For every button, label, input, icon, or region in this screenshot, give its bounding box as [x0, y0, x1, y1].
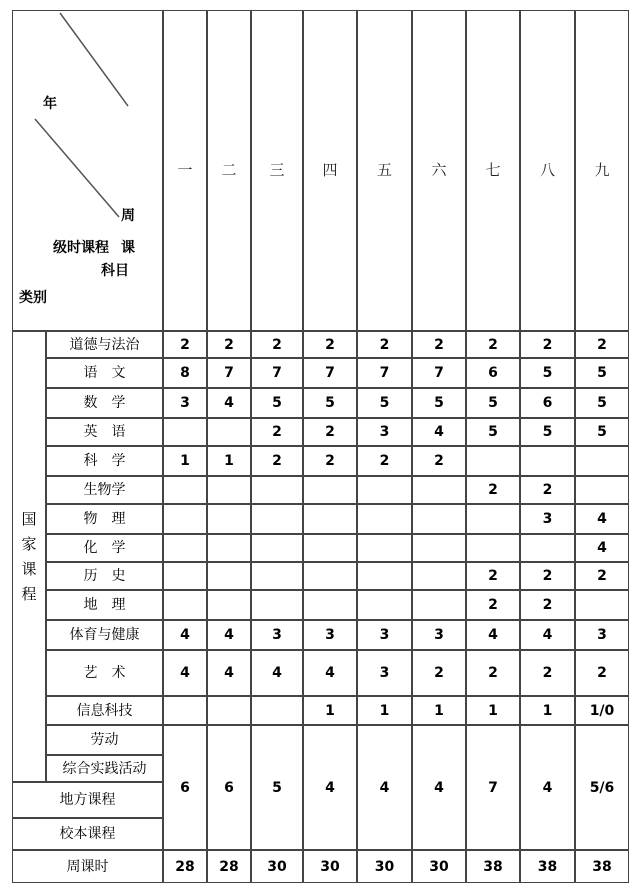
hours-cell: 5 [575, 358, 629, 388]
hours-cell: 1 [303, 696, 357, 725]
hours-cell: 6 [466, 358, 520, 388]
hours-cell: 2 [466, 650, 520, 696]
hours-cell: 4 [207, 388, 251, 418]
hours-cell [207, 418, 251, 446]
grade-header-9: 九 [575, 10, 629, 331]
hours-cell [207, 534, 251, 562]
hours-cell: 2 [251, 446, 303, 476]
grade-header-8: 八 [520, 10, 575, 331]
hours-cell [412, 590, 466, 620]
hours-cell [412, 534, 466, 562]
hours-cell [520, 534, 575, 562]
hours-cell: 4 [163, 620, 207, 650]
hours-cell [303, 534, 357, 562]
subject-cell: 英 语 [46, 418, 163, 446]
hours-cell [575, 446, 629, 476]
hours-cell: 2 [303, 418, 357, 446]
subject-cell: 化 学 [46, 534, 163, 562]
corner-label-ke: 课 [121, 240, 135, 256]
school-curriculum-cell: 校本课程 [12, 818, 163, 850]
total-hours-cell: 30 [357, 850, 412, 883]
hours-cell: 1 [412, 696, 466, 725]
hours-cell [357, 562, 412, 590]
hours-cell [251, 534, 303, 562]
hours-cell [251, 476, 303, 504]
total-hours-cell: 30 [303, 850, 357, 883]
category-national-char: 家 [21, 534, 37, 553]
hours-cell: 7 [303, 358, 357, 388]
hours-cell: 2 [251, 418, 303, 446]
hours-cell: 2 [520, 562, 575, 590]
hours-cell [163, 562, 207, 590]
hours-cell: 3 [163, 388, 207, 418]
hours-cell [303, 476, 357, 504]
merged-hours-cell: 6 [163, 725, 207, 850]
subject-cell: 体育与健康 [46, 620, 163, 650]
hours-cell [163, 534, 207, 562]
hours-cell: 2 [357, 331, 412, 358]
merged-hours-cell: 4 [412, 725, 466, 850]
merged-hours-cell: 6 [207, 725, 251, 850]
grade-header-6: 六 [412, 10, 466, 331]
hours-cell: 5 [466, 418, 520, 446]
grade-header-3: 三 [251, 10, 303, 331]
hours-cell: 4 [303, 650, 357, 696]
merged-hours-cell: 5/6 [575, 725, 629, 850]
hours-cell: 2 [412, 331, 466, 358]
subject-cell: 艺 术 [46, 650, 163, 696]
hours-cell [163, 418, 207, 446]
hours-cell [163, 696, 207, 725]
hours-cell: 2 [466, 476, 520, 504]
hours-cell: 3 [357, 650, 412, 696]
hours-cell: 2 [303, 446, 357, 476]
hours-cell [207, 504, 251, 534]
hours-cell: 5 [303, 388, 357, 418]
hours-cell: 2 [575, 331, 629, 358]
hours-cell: 5 [412, 388, 466, 418]
hours-cell: 4 [575, 534, 629, 562]
hours-cell: 1 [207, 446, 251, 476]
hours-cell [357, 476, 412, 504]
grade-header-7: 七 [466, 10, 520, 331]
subject-cell: 历 史 [46, 562, 163, 590]
hours-cell [163, 590, 207, 620]
hours-cell: 4 [163, 650, 207, 696]
category-national-char: 课 [21, 559, 37, 578]
hours-cell: 5 [520, 418, 575, 446]
hours-cell: 1 [163, 446, 207, 476]
hours-cell: 2 [163, 331, 207, 358]
hours-cell: 2 [357, 446, 412, 476]
hours-cell: 1 [520, 696, 575, 725]
total-hours-cell: 38 [520, 850, 575, 883]
merged-hours-cell: 4 [520, 725, 575, 850]
hours-cell: 2 [520, 590, 575, 620]
hours-cell [251, 504, 303, 534]
hours-cell: 6 [520, 388, 575, 418]
hours-cell: 4 [575, 504, 629, 534]
hours-cell: 4 [207, 620, 251, 650]
total-hours-cell: 28 [207, 850, 251, 883]
hours-cell: 5 [520, 358, 575, 388]
merged-hours-cell: 4 [357, 725, 412, 850]
total-hours-cell: 28 [163, 850, 207, 883]
merged-hours-cell: 5 [251, 725, 303, 850]
category-national-cell [12, 331, 46, 782]
hours-cell: 1 [357, 696, 412, 725]
subject-cell-labor: 劳动 [46, 725, 163, 755]
hours-cell: 3 [357, 418, 412, 446]
hours-cell: 8 [163, 358, 207, 388]
hours-cell: 4 [412, 418, 466, 446]
total-hours-cell: 38 [575, 850, 629, 883]
hours-cell [575, 476, 629, 504]
subject-cell: 语 文 [46, 358, 163, 388]
total-hours-cell: 30 [412, 850, 466, 883]
hours-cell [163, 476, 207, 504]
merged-hours-cell: 7 [466, 725, 520, 850]
hours-cell [357, 590, 412, 620]
hours-cell: 3 [520, 504, 575, 534]
hours-cell [207, 696, 251, 725]
hours-cell: 7 [207, 358, 251, 388]
hours-cell [163, 504, 207, 534]
hours-cell: 2 [520, 476, 575, 504]
header-corner-cell [12, 10, 163, 331]
hours-cell: 2 [466, 590, 520, 620]
hours-cell [207, 590, 251, 620]
hours-cell [520, 446, 575, 476]
grade-header-1: 一 [163, 10, 207, 331]
grade-header-2: 二 [207, 10, 251, 331]
hours-cell [207, 476, 251, 504]
hours-cell: 5 [575, 418, 629, 446]
hours-cell: 1/0 [575, 696, 629, 725]
hours-cell: 2 [575, 562, 629, 590]
subject-cell-practice: 综合实践活动 [46, 755, 163, 782]
hours-cell [303, 590, 357, 620]
hours-cell: 3 [303, 620, 357, 650]
corner-label-zhou: 周 [121, 208, 135, 224]
hours-cell: 5 [575, 388, 629, 418]
hours-cell: 2 [251, 331, 303, 358]
category-national-char: 程 [21, 584, 37, 603]
hours-cell: 2 [412, 650, 466, 696]
hours-cell: 5 [466, 388, 520, 418]
hours-cell: 5 [251, 388, 303, 418]
hours-cell: 2 [520, 650, 575, 696]
hours-cell [303, 504, 357, 534]
hours-cell [303, 562, 357, 590]
hours-cell: 2 [520, 331, 575, 358]
hours-cell [357, 504, 412, 534]
hours-cell: 4 [251, 650, 303, 696]
hours-cell: 7 [357, 358, 412, 388]
local-curriculum-cell: 地方课程 [12, 782, 163, 818]
hours-cell [357, 534, 412, 562]
hours-cell [251, 562, 303, 590]
hours-cell: 4 [466, 620, 520, 650]
subject-cell: 信息科技 [46, 696, 163, 725]
hours-cell: 7 [412, 358, 466, 388]
grade-header-5: 五 [357, 10, 412, 331]
total-hours-cell: 30 [251, 850, 303, 883]
subject-cell: 生物学 [46, 476, 163, 504]
hours-cell [466, 534, 520, 562]
hours-cell: 4 [520, 620, 575, 650]
merged-hours-cell: 4 [303, 725, 357, 850]
hours-cell [412, 504, 466, 534]
hours-cell: 2 [412, 446, 466, 476]
hours-cell: 2 [466, 331, 520, 358]
hours-cell [466, 504, 520, 534]
corner-label-nian: 年 [43, 96, 57, 112]
subject-cell: 科 学 [46, 446, 163, 476]
hours-cell [466, 446, 520, 476]
hours-cell: 3 [575, 620, 629, 650]
subject-cell: 物 理 [46, 504, 163, 534]
corner-label-leibie: 类别 [19, 290, 47, 306]
hours-cell: 3 [412, 620, 466, 650]
grade-header-4: 四 [303, 10, 357, 331]
hours-cell [412, 562, 466, 590]
total-hours-cell: 38 [466, 850, 520, 883]
hours-cell: 5 [357, 388, 412, 418]
category-national-char: 国 [21, 509, 37, 528]
subject-cell: 数 学 [46, 388, 163, 418]
corner-label-kemu: 科目 [101, 263, 129, 279]
hours-cell [251, 696, 303, 725]
total-label-cell: 周课时 [12, 850, 163, 883]
hours-cell: 2 [575, 650, 629, 696]
diagonal-lines [13, 11, 164, 332]
hours-cell [251, 590, 303, 620]
hours-cell: 2 [207, 331, 251, 358]
hours-cell: 2 [303, 331, 357, 358]
hours-cell: 7 [251, 358, 303, 388]
hours-cell: 4 [207, 650, 251, 696]
hours-cell: 2 [466, 562, 520, 590]
curriculum-schedule-table [12, 10, 629, 883]
hours-cell [412, 476, 466, 504]
corner-label-jishikecheng: 级时课程 [53, 240, 109, 256]
subject-cell: 道德与法治 [46, 331, 163, 358]
hours-cell [207, 562, 251, 590]
hours-cell: 3 [251, 620, 303, 650]
subject-cell: 地 理 [46, 590, 163, 620]
hours-cell [575, 590, 629, 620]
hours-cell: 1 [466, 696, 520, 725]
hours-cell: 3 [357, 620, 412, 650]
